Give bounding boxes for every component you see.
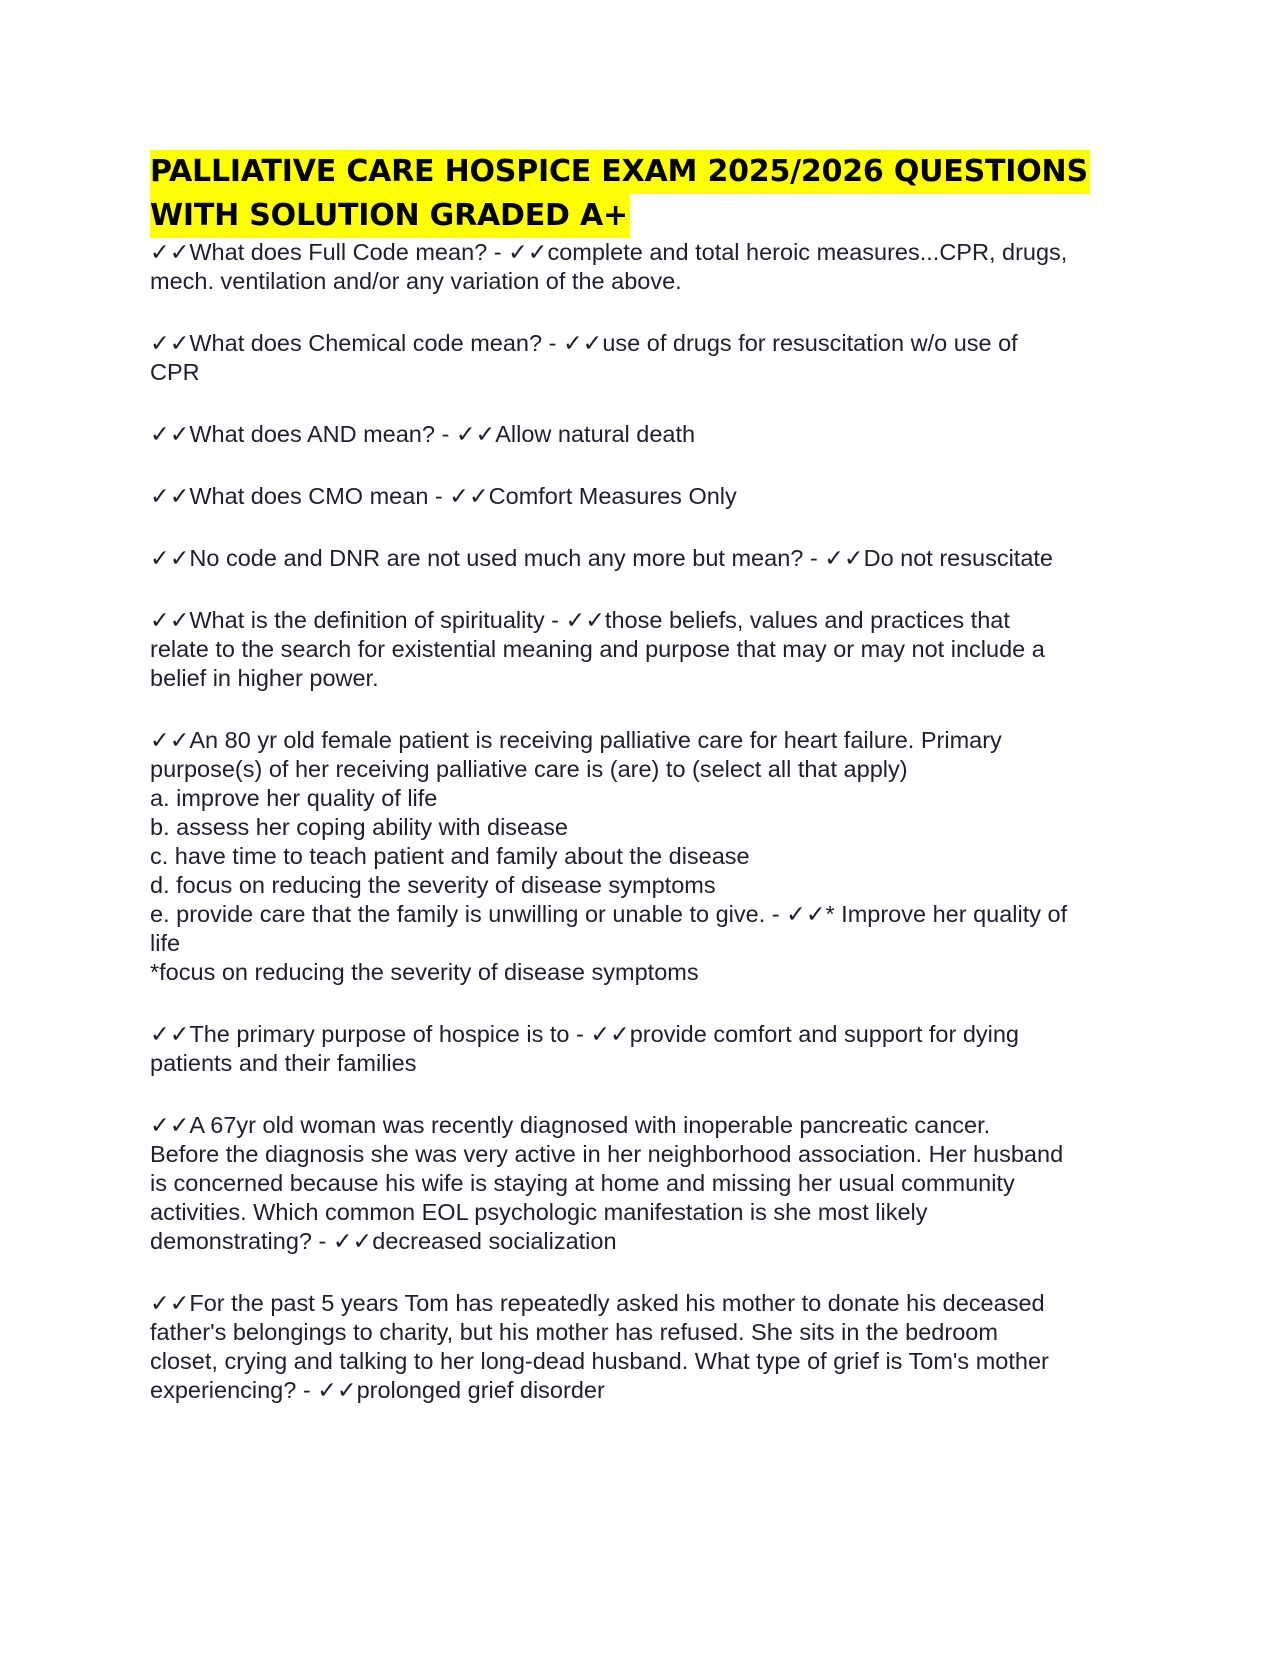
question-answer-item: [150, 1289, 1135, 1405]
text-line: ✓✓The primary purpose of hospice is to - ✓✓provide comfort and support for dying: [150, 1021, 1020, 1047]
question-answer-item: [150, 482, 1135, 511]
text-line: closet, crying and talking to her long-dead husband. What type of grief is Tom's mother: [150, 1348, 1049, 1374]
text-line: *focus on reducing the severity of disease symptoms: [150, 959, 699, 985]
title-line-1: PALLIATIVE CARE HOSPICE EXAM 2025/2026 QUESTIONS: [150, 150, 1090, 194]
text-line: belief in higher power.: [150, 665, 379, 691]
question-answer-item: [150, 606, 1135, 693]
text-line: e. provide care that the family is unwilling or unable to give. - ✓✓* Improve her quality of: [150, 901, 1068, 927]
text-line: demonstrating? - ✓✓decreased socialization: [150, 1228, 617, 1254]
title-line-2: WITH SOLUTION GRADED A+: [150, 194, 630, 238]
text-line: ✓✓What does Chemical code mean? - ✓✓use of drugs for resuscitation w/o use of: [150, 330, 1018, 356]
text-line: is concerned because his wife is staying at home and missing her usual community: [150, 1170, 1015, 1196]
document-title: [150, 150, 1135, 238]
question-answer-item: [150, 420, 1135, 449]
text-line: ✓✓What is the definition of spirituality - ✓✓those beliefs, values and practices that: [150, 607, 1010, 633]
question-answer-item: [150, 329, 1135, 387]
text-line: ✓✓What does Full Code mean? - ✓✓complete and total heroic measures...CPR, drugs,: [150, 239, 1068, 265]
text-line: ✓✓What does CMO mean - ✓✓Comfort Measures Only: [150, 483, 737, 509]
text-line: CPR: [150, 359, 200, 385]
text-line: ✓✓No code and DNR are not used much any more but mean? - ✓✓Do not resuscitate: [150, 545, 1053, 571]
text-line: purpose(s) of her receiving palliative care is (are) to (select all that apply): [150, 756, 908, 782]
text-line: relate to the search for existential meaning and purpose that may or may not include a: [150, 636, 1045, 662]
text-line: father's belongings to charity, but his mother has refused. She sits in the bedroom: [150, 1319, 998, 1345]
text-line: a. improve her quality of life: [150, 785, 438, 811]
text-line: b. assess her coping ability with disease: [150, 814, 568, 840]
question-answer-item: [150, 1020, 1135, 1078]
text-line: d. focus on reducing the severity of disease symptoms: [150, 872, 716, 898]
question-answer-item: [150, 544, 1135, 573]
text-line: ✓✓A 67yr old woman was recently diagnosed with inoperable pancreatic cancer.: [150, 1112, 991, 1138]
text-line: patients and their families: [150, 1050, 417, 1076]
question-answer-item: [150, 1111, 1135, 1256]
text-line: activities. Which common EOL psychologic manifestation is she most likely: [150, 1199, 928, 1225]
text-line: c. have time to teach patient and family about the disease: [150, 843, 750, 869]
text-line: life: [150, 930, 181, 956]
text-line: ✓✓An 80 yr old female patient is receiving palliative care for heart failure. Primary: [150, 727, 1002, 753]
text-line: experiencing? - ✓✓prolonged grief disorder: [150, 1377, 605, 1403]
question-list: [150, 238, 1135, 1405]
text-line: ✓✓What does AND mean? - ✓✓Allow natural death: [150, 421, 696, 447]
document-page: [150, 150, 1135, 1438]
question-answer-item: [150, 726, 1135, 987]
text-line: ✓✓For the past 5 years Tom has repeatedly asked his mother to donate his deceased: [150, 1290, 1045, 1316]
text-line: mech. ventilation and/or any variation of the above.: [150, 268, 682, 294]
text-line: Before the diagnosis she was very active in her neighborhood association. Her husband: [150, 1141, 1064, 1167]
question-answer-item: [150, 238, 1135, 296]
